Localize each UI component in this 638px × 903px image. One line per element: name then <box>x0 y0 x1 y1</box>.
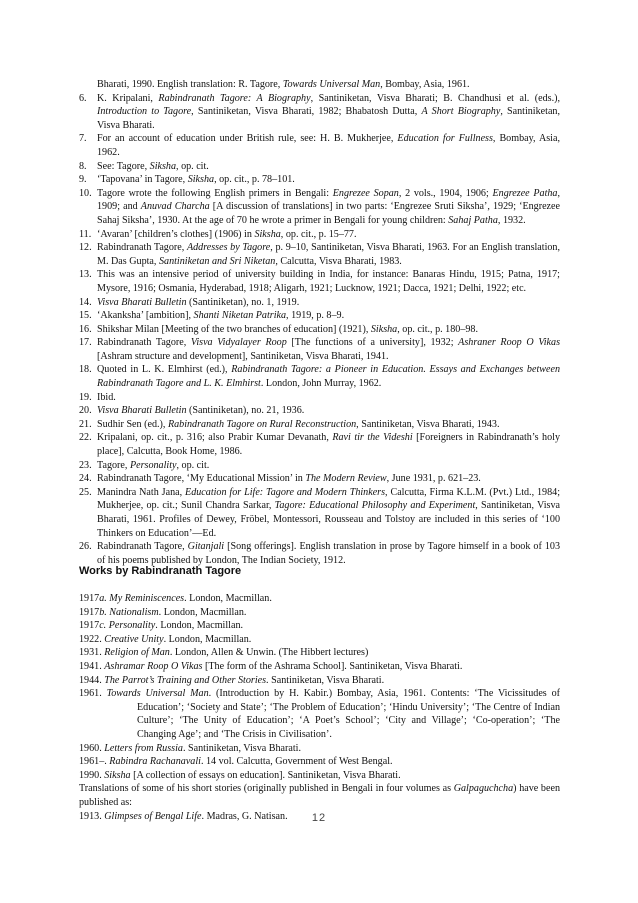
italic-title: Letters from Russia <box>104 742 183 754</box>
text-run: , Bombay, Asia, 1961. <box>380 79 470 90</box>
text-run: ‘Avaran’ [children’s clothes] (1906) in <box>97 228 255 240</box>
text-run: , op. cit. <box>176 160 209 172</box>
italic-title: Santiniketan and Sri Niketan <box>158 255 276 267</box>
italic-title: Towards Universal Man <box>282 79 381 90</box>
endnote-text <box>97 132 560 159</box>
endnote-text <box>97 418 560 432</box>
italic-title: Sahaj Patha <box>448 214 498 226</box>
endnote-text <box>97 323 560 337</box>
italic-title: Towards Universal Man <box>106 688 209 700</box>
text-run: 1990. <box>79 769 105 781</box>
text-run: 1961. <box>79 688 107 700</box>
text-run: Rabindranath Tagore, <box>97 242 187 254</box>
work-entry <box>79 742 560 756</box>
italic-title: Rabindranath Tagore: A Biography <box>158 92 311 104</box>
endnote-text <box>97 187 560 228</box>
endnote-number: 20. <box>79 405 92 417</box>
endnote-item <box>79 418 560 432</box>
endnote-item <box>79 296 560 310</box>
endnote-item <box>79 160 560 174</box>
text-run: [A collection of essays on education]. Santiniketan, Visva Bharati. <box>130 769 401 781</box>
endnote-text <box>97 391 560 405</box>
endnote-number: 24. <box>79 473 92 485</box>
italic-title: Religion of Man <box>104 647 170 659</box>
text-run: Rabindranath Tagore, <box>97 337 191 349</box>
text-run: . Santiniketan, Visva Bharati. <box>182 742 302 754</box>
italic-title: The Parrot’s Training and Other Stories <box>104 674 267 686</box>
endnote-text <box>97 431 560 458</box>
endnote-item <box>79 92 560 133</box>
italic-title: Visva Bharati Bulletin <box>97 405 187 417</box>
endnote-number: 10. <box>79 187 92 199</box>
italic-title: Ashraner Roop O Vikas <box>458 337 561 349</box>
text-run: , Santiniketan, Visva Bharati. <box>97 106 560 131</box>
italic-title: Visva Bharati Bulletin <box>97 296 187 308</box>
text-run: [Ashram structure and development], Santiniketan, Visva Bharati, 1941. <box>97 350 389 362</box>
italic-title: Rabindranath Tagore on Rural Reconstruction <box>167 418 357 430</box>
work-entry <box>79 660 560 674</box>
text-run: . Madras, G. Natisan. <box>201 810 288 822</box>
text-run: Quoted in L. K. Elmhirst (ed.), <box>97 364 232 376</box>
text-run: , June 1931, p. 621–23. <box>386 473 481 485</box>
text-run: 1917 <box>79 593 100 604</box>
italic-title: Shanti Niketan Patrika <box>193 310 287 322</box>
text-run: Rabindranath Tagore, <box>97 541 188 553</box>
endnote-item <box>79 268 560 295</box>
italic-title: Siksha <box>104 769 131 781</box>
endnote-text <box>97 472 560 486</box>
work-entry <box>79 633 560 647</box>
endnote-text <box>97 459 560 473</box>
text-run: Rabindranath Tagore, ‘My Educational Mission’ in <box>97 473 306 485</box>
text-run: Kripalani, op. cit., p. 316; also Prabir Kumar Devanath, <box>97 432 333 444</box>
italic-title: Siksha <box>149 160 177 172</box>
endnote-text <box>97 309 560 323</box>
italic-title: Education for Life: Tagore and Modern Thinkers <box>185 486 386 498</box>
text-run: . London, Macmillan. <box>163 633 252 645</box>
continued-note-5 <box>79 78 560 92</box>
text-run: , p. 9–10, Santiniketan, Visva Bharati, 1963. For an English translation, M. Das Gupta, <box>97 242 561 267</box>
text-run: , Santiniketan, Visva Bharati, 1943. <box>356 418 500 430</box>
endnote-item <box>79 391 560 405</box>
endnote-number: 23. <box>79 459 92 471</box>
works-list <box>79 592 560 823</box>
endnote-number: 13. <box>79 269 92 281</box>
text-run: , 2 vols., 1904, 1906; <box>398 187 493 199</box>
endnote-number: 21. <box>79 418 92 430</box>
text-run: , op. cit., p. 180–98. <box>397 323 478 335</box>
text-run: Translations of some of his short stories (originally published in Bengali in four volumes as <box>79 783 454 795</box>
endnote-item <box>79 486 560 540</box>
text-run: For an account of education under British rule, see: H. B. Mukherjee, <box>97 133 398 145</box>
text-run: Shikshar Milan [Meeting of the two branches of education] (1921), <box>97 323 371 335</box>
italic-title: Ashramar Roop O Vikas <box>104 660 203 672</box>
text-run: Tagore, <box>97 459 130 471</box>
text-run: . London, Allen & Unwin. (The Hibbert lectures) <box>169 647 369 659</box>
text-run: [A discussion of translations] in two parts: ‘Engrezee Sruti Siksha’, 1929; ‘Engrezee Sahaj Siksha’, 1930. At the age of 70 he wrote a primer in Bengali for young children: <box>97 201 560 226</box>
endnote-text <box>97 173 560 187</box>
endnote-text <box>97 241 560 268</box>
endnote-text <box>97 486 560 540</box>
italic-title: Personality <box>129 459 177 471</box>
text-run: , Calcutta, Firma K.L.M. (Pvt.) Ltd., 1984; Mukherjee, op. cit.; Sunil Chandra Sarkar, <box>97 486 560 512</box>
italic-title: Ravi tir the Videshi <box>332 432 413 444</box>
text-run: ‘Tapovana’ in Tagore, <box>97 174 188 186</box>
italic-title: Anuvad Charcha <box>140 201 210 213</box>
endnotes-items <box>79 92 560 568</box>
work-entry <box>79 619 560 633</box>
text-run: . London, Macmillan. <box>184 593 272 604</box>
endnote-number: 19. <box>79 391 92 403</box>
endnote-item <box>79 241 560 268</box>
endnote-number: 6. <box>79 92 87 104</box>
endnote-item <box>79 132 560 159</box>
italic-title: Glimpses of Bengal Life <box>104 810 202 822</box>
work-entry <box>79 592 560 606</box>
italic-title: Engrezee Patha <box>492 187 558 199</box>
endnote-item <box>79 323 560 337</box>
endnote-text <box>97 296 560 310</box>
text-run: , 1919, p. 8–9. <box>286 310 345 322</box>
endnote-number: 9. <box>79 174 87 186</box>
text-run: 1917 <box>79 606 100 618</box>
text-run: 1941. <box>79 660 105 672</box>
text-run: , Santiniketan, Visva Bharati, 1961. Profiles of Dewey, Fröbel, Montessori, Rousseau and Tolstoy are included in this series of ‘100 Thinkers on Education’—Ed. <box>97 500 560 539</box>
work-entry <box>79 674 560 688</box>
text-run: . 14 vol. Calcutta, Government of West Bengal. <box>200 756 393 768</box>
text-run: , Santiniketan, Visva Bharati, 1982; Bhabatosh Dutta, <box>191 106 422 118</box>
text-run: , Santiniketan, Visva Bharati; B. Chandhusi et al. (eds.), <box>310 92 560 104</box>
text-run: , Calcutta, Visva Bharati, 1983. <box>275 255 402 267</box>
endnotes-list <box>79 78 560 567</box>
endnote-text <box>97 92 560 133</box>
text-run: Bharati, 1990. English translation: R. Tagore, <box>97 79 283 90</box>
work-entry <box>79 646 560 660</box>
text-run: [The form of the Ashrama School]. Santiniketan, Visva Bharati. <box>202 660 463 672</box>
text-run: 1913. <box>79 810 105 822</box>
endnote-number: 12. <box>79 242 92 254</box>
work-entry <box>79 755 560 769</box>
text-run: , op. cit., p. 78–101. <box>214 174 295 186</box>
work-entry <box>79 606 560 620</box>
text-run: ) have been published as: <box>79 783 560 808</box>
endnote-number: 26. <box>79 541 92 553</box>
text-run: (Santiniketan), no. 1, 1919. <box>186 296 300 308</box>
text-run: 1961–. <box>79 756 110 768</box>
text-run: Manindra Nath Jana, <box>97 486 186 498</box>
endnote-item <box>79 459 560 473</box>
text-run: [Foreigners in Rabindranath’s holy place], Calcutta, Book Home, 1986. <box>97 432 561 458</box>
text-run: 1931. <box>79 647 105 659</box>
text-run: , op. cit. <box>176 459 210 471</box>
endnote-item <box>79 173 560 187</box>
italic-title: Siksha <box>187 174 215 186</box>
italic-title: Engrezee Sopan <box>332 187 399 199</box>
endnote-number: 15. <box>79 310 92 322</box>
text-run: . Santiniketan, Visva Bharati. <box>266 674 385 686</box>
endnote-number: 18. <box>79 364 92 376</box>
endnote-number: 11. <box>79 228 92 240</box>
text-run: This was an intensive period of university building in India, for instance: Banaras Hindu, 1915; Patna, 1917; Mysore, 1916; Osmania, Hyderabad, 1918; Aligarh, 1921; Lucknow, 1921; Dacca, 1921; Delhi, 1922; etc. <box>97 269 560 294</box>
endnote-number: 8. <box>79 160 87 172</box>
work-entry <box>79 769 560 783</box>
text-run: 1960. <box>79 742 105 754</box>
italic-title: Gitanjali <box>187 541 225 553</box>
endnote-number: 22. <box>79 432 92 444</box>
text-run: . London, Macmillan. <box>155 620 244 632</box>
endnote-text <box>97 160 560 174</box>
italic-title: Creative Unity <box>104 633 164 645</box>
work-entry <box>79 782 560 809</box>
text-run: 1944. <box>79 674 105 686</box>
text-run: . (Introduction by H. Kabir.) Bombay, Asia, 1961. Contents: ‘The Vicissitudes of Education’; ‘Society and State’; ‘The Problem of Education’; ‘Hindu University’; ‘The Centre of Indian Culture’; ‘The Unity of Education’; ‘A Poet’s School’; ‘City and Village’; ‘Co-operation’; ‘The Changing Age’; and ‘The Crisis in Civilisation’. <box>137 688 560 740</box>
endnote-item <box>79 228 560 242</box>
italic-title: Tagore: Educational Philosophy and Experiment <box>274 500 476 512</box>
endnote-item <box>79 431 560 458</box>
endnote-number: 7. <box>79 133 87 145</box>
text-run: ‘Akanksha’ [ambition], <box>97 310 194 322</box>
page-number: 12 <box>311 812 327 824</box>
italic-title: Education for Fullness <box>397 133 493 145</box>
text-run: , op. cit., p. 15–77. <box>280 228 357 240</box>
text-run: [The functions of a university], 1932; <box>286 337 459 349</box>
text-run: 1922. <box>79 633 105 645</box>
text-run: . London, Macmillan. <box>158 606 247 618</box>
italic-title: c. Personality <box>99 620 156 632</box>
endnote-number: 17. <box>79 337 92 349</box>
italic-title: Visva Vidyalayer Roop <box>190 337 287 349</box>
italic-title: Rabindra Rachanavali <box>109 756 201 768</box>
italic-title: Rabindranath Tagore: a Pioneer in Education. Essays and Exchanges between Rabindranath Tagore and L. K. Elmhirst <box>97 364 560 390</box>
italic-title: Siksha <box>370 323 398 335</box>
endnote-text <box>97 540 560 567</box>
text-run: , 1909; and <box>97 187 561 213</box>
endnote-text <box>97 404 560 418</box>
text-run: Tagore wrote the following English primers in Bengali: <box>97 187 333 199</box>
italic-title: Galpaguchcha <box>453 783 514 795</box>
endnote-item <box>79 309 560 323</box>
italic-title: Siksha <box>254 228 281 240</box>
text-run: Ibid. <box>97 391 116 403</box>
text-run: K. Kripalani, <box>97 92 159 104</box>
endnote-number: 25. <box>79 486 92 498</box>
endnote-number: 14. <box>79 296 92 308</box>
endnote-number: 16. <box>79 323 92 335</box>
works-heading: Works by Rabindranath Tagore <box>79 565 242 577</box>
italic-title: b. Nationalism <box>99 606 159 618</box>
text-run: See: Tagore, <box>97 160 150 172</box>
text-run: . London, John Murray, 1962. <box>260 378 382 390</box>
endnote-item <box>79 404 560 418</box>
italic-title: Introduction to Tagore <box>97 106 192 118</box>
endnote-text <box>97 268 560 295</box>
work-entry <box>79 687 560 741</box>
italic-title: A Short Biography <box>421 106 501 118</box>
endnote-item <box>79 363 560 390</box>
text-run: 1917 <box>79 620 100 632</box>
endnote-item <box>79 472 560 486</box>
endnote-item <box>79 187 560 228</box>
italic-title: a. My Reminiscences <box>99 593 185 604</box>
text-run: , Bombay, Asia, 1962. <box>97 133 560 158</box>
endnote-text <box>97 228 560 242</box>
text-run: , 1932. <box>497 214 526 226</box>
text-run: (Santiniketan), no. 21, 1936. <box>186 405 305 417</box>
endnote-text <box>97 363 560 390</box>
text-run: Sudhir Sen (ed.), <box>97 418 168 430</box>
italic-title: Addresses by Tagore <box>186 242 271 254</box>
italic-title: The Modern Review <box>305 473 387 485</box>
endnote-item <box>79 336 560 363</box>
endnote-text <box>97 336 560 363</box>
endnote-item <box>79 540 560 567</box>
text-run: [Song offerings]. English translation in prose by Tagore himself in a book of 103 of his poems published by London, The Indian Society, 1912. <box>97 541 561 566</box>
